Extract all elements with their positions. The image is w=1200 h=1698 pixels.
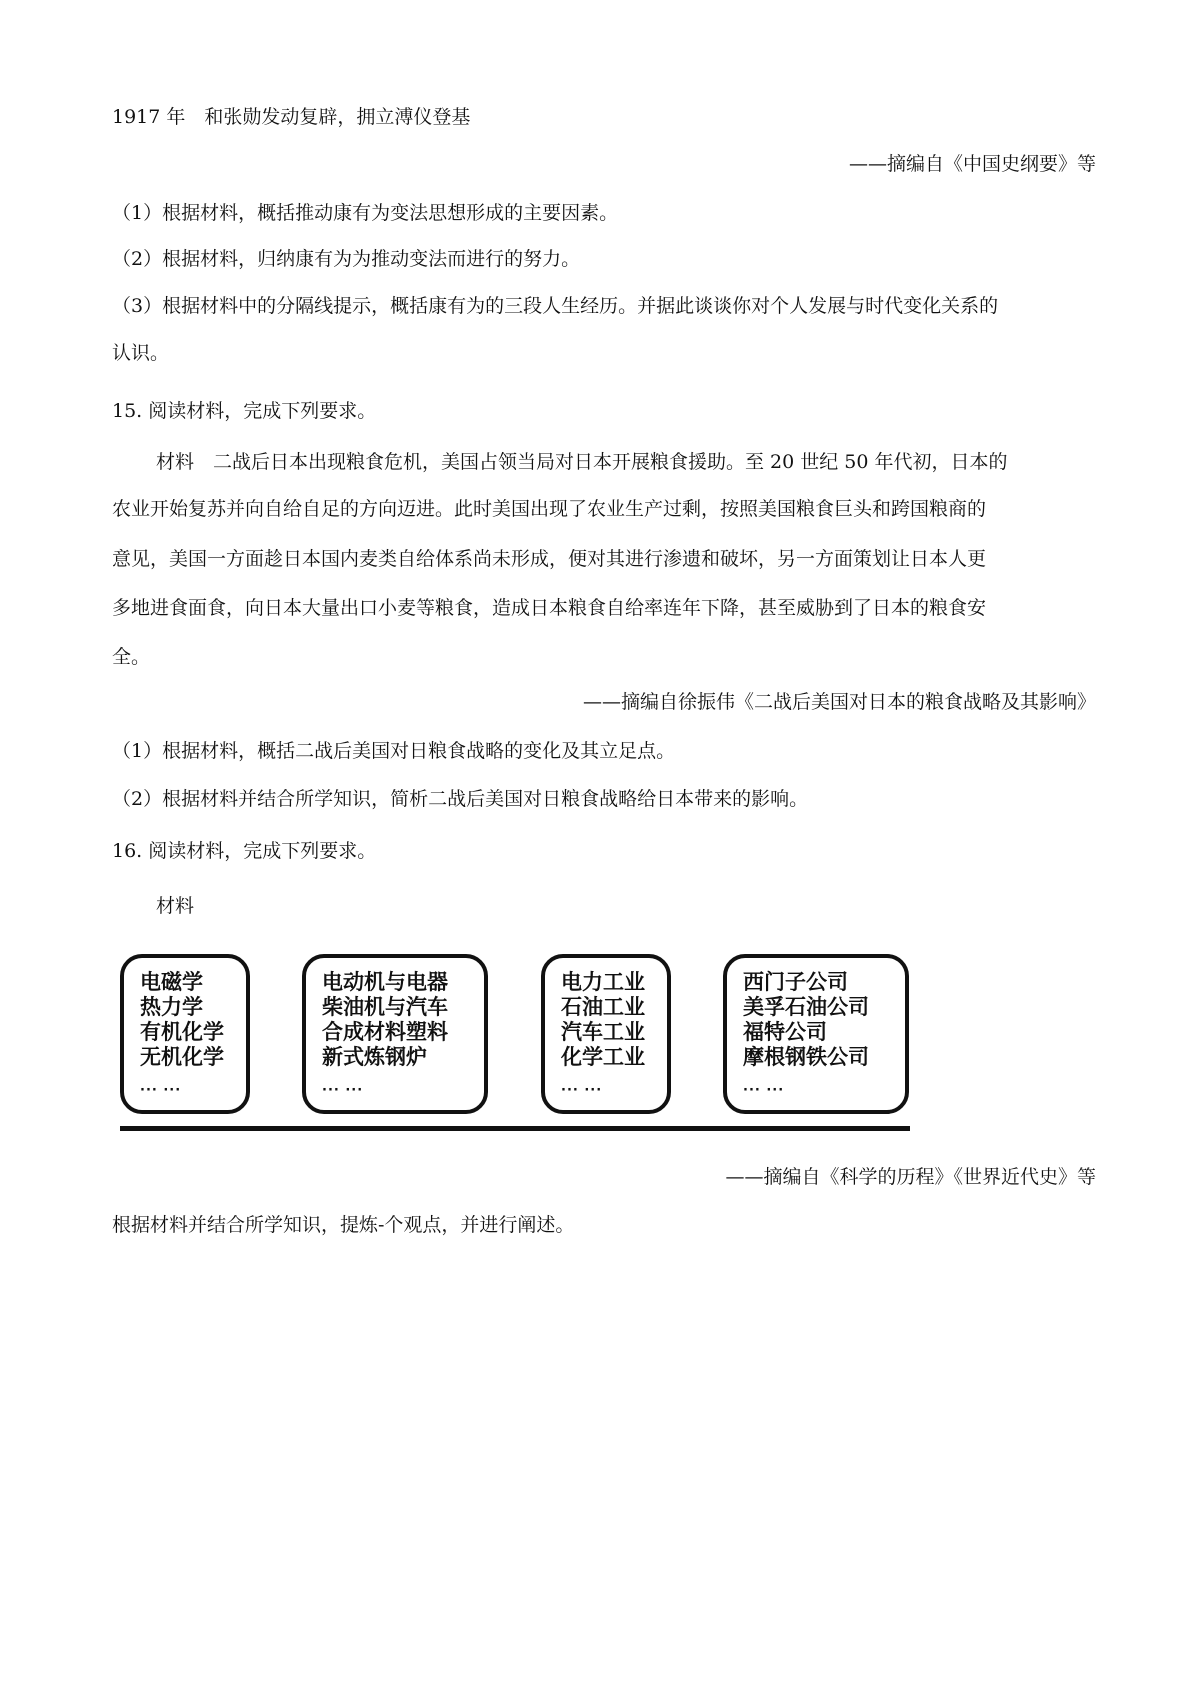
box-line: 新式炼钢炉 bbox=[322, 1045, 427, 1069]
material-line: 农业开始复苏并向自给自足的方向迈进。此时美国出现了农业生产过剩，按照美国粮食巨头和跨国粮商的 bbox=[112, 498, 987, 520]
ellipsis: ··· ··· bbox=[561, 1083, 603, 1098]
box-industries bbox=[541, 954, 671, 1114]
question-1: （1）根据材料，概括推动康有为变法思想形成的主要因素。 bbox=[112, 202, 619, 224]
source-citation: ——摘编自《中国史纲要》等 bbox=[848, 153, 1096, 175]
box-line: 无机化学 bbox=[140, 1045, 224, 1069]
box-line: 电动机与电器 bbox=[322, 970, 448, 994]
box-line: 合成材料塑料 bbox=[322, 1020, 448, 1044]
material-line: 意见，美国一方面趁日本国内麦类自给体系尚未形成，便对其进行渗遗和破坏，另一方面策划让日本人更 bbox=[112, 548, 987, 570]
question-15-title: 15. 阅读材料，完成下列要求。 bbox=[112, 400, 377, 422]
box-line: 热力学 bbox=[140, 995, 203, 1019]
question-16: 根据材料并结合所学知识，提炼-个观点，并进行阐述。 bbox=[112, 1214, 575, 1236]
box-line: 西门子公司 bbox=[743, 970, 848, 994]
ellipsis: ··· ··· bbox=[322, 1083, 364, 1098]
box-line: 摩根钢铁公司 bbox=[743, 1045, 869, 1069]
source-citation: ——摘编自徐振伟《二战后美国对日本的粮食战略及其影响》 bbox=[582, 691, 1096, 713]
question-16-title: 16. 阅读材料，完成下列要求。 bbox=[112, 840, 377, 862]
source-citation: ——摘编自《科学的历程》《世界近代史》等 bbox=[725, 1166, 1096, 1188]
box-line: 有机化学 bbox=[140, 1020, 224, 1044]
question-2: （2）根据材料并结合所学知识，简析二战后美国对日粮食战略给日本带来的影响。 bbox=[112, 788, 809, 810]
box-line: 柴油机与汽车 bbox=[322, 995, 448, 1019]
timeline-entry-1917: 1917 年 和张勋发动复辟，拥立溥仪登基 bbox=[112, 106, 471, 128]
box-line: 电力工业 bbox=[561, 970, 645, 994]
box-line: 电磁学 bbox=[140, 970, 203, 994]
ellipsis: ··· ··· bbox=[743, 1083, 785, 1098]
box-inventions bbox=[302, 954, 488, 1114]
box-companies bbox=[723, 954, 909, 1114]
material-line: 多地进食面食，向日本大量出口小麦等粮食，造成日本粮食自给率连年下降，甚至威胁到了日本的粮食安 bbox=[112, 597, 987, 619]
question-3: （3）根据材料中的分隔线提示，概括康有为的三段人生经历。并据此谈谈你对个人发展与时代变化关系的 bbox=[112, 295, 999, 317]
box-line: 福特公司 bbox=[743, 1020, 827, 1044]
question-1: （1）根据材料，概括二战后美国对日粮食战略的变化及其立足点。 bbox=[112, 740, 676, 762]
box-line: 美孚石油公司 bbox=[743, 995, 869, 1019]
ellipsis: ··· ··· bbox=[140, 1083, 182, 1098]
material-line: 材料 二战后日本出现粮食危机，美国占领当局对日本开展粮食援助。至 20 世纪 50 年代初，日本的 bbox=[156, 451, 1008, 473]
box-line: 汽车工业 bbox=[561, 1020, 645, 1044]
box-line: 化学工业 bbox=[561, 1045, 645, 1069]
timeline-bar bbox=[120, 1126, 910, 1131]
box-line: 石油工业 bbox=[561, 995, 645, 1019]
question-3-cont: 认识。 bbox=[112, 342, 170, 364]
material-line: 全。 bbox=[112, 646, 151, 668]
box-science bbox=[120, 954, 250, 1114]
question-2: （2）根据材料，归纳康有为为推动变法而进行的努力。 bbox=[112, 248, 581, 270]
material-label: 材料 bbox=[156, 895, 195, 917]
